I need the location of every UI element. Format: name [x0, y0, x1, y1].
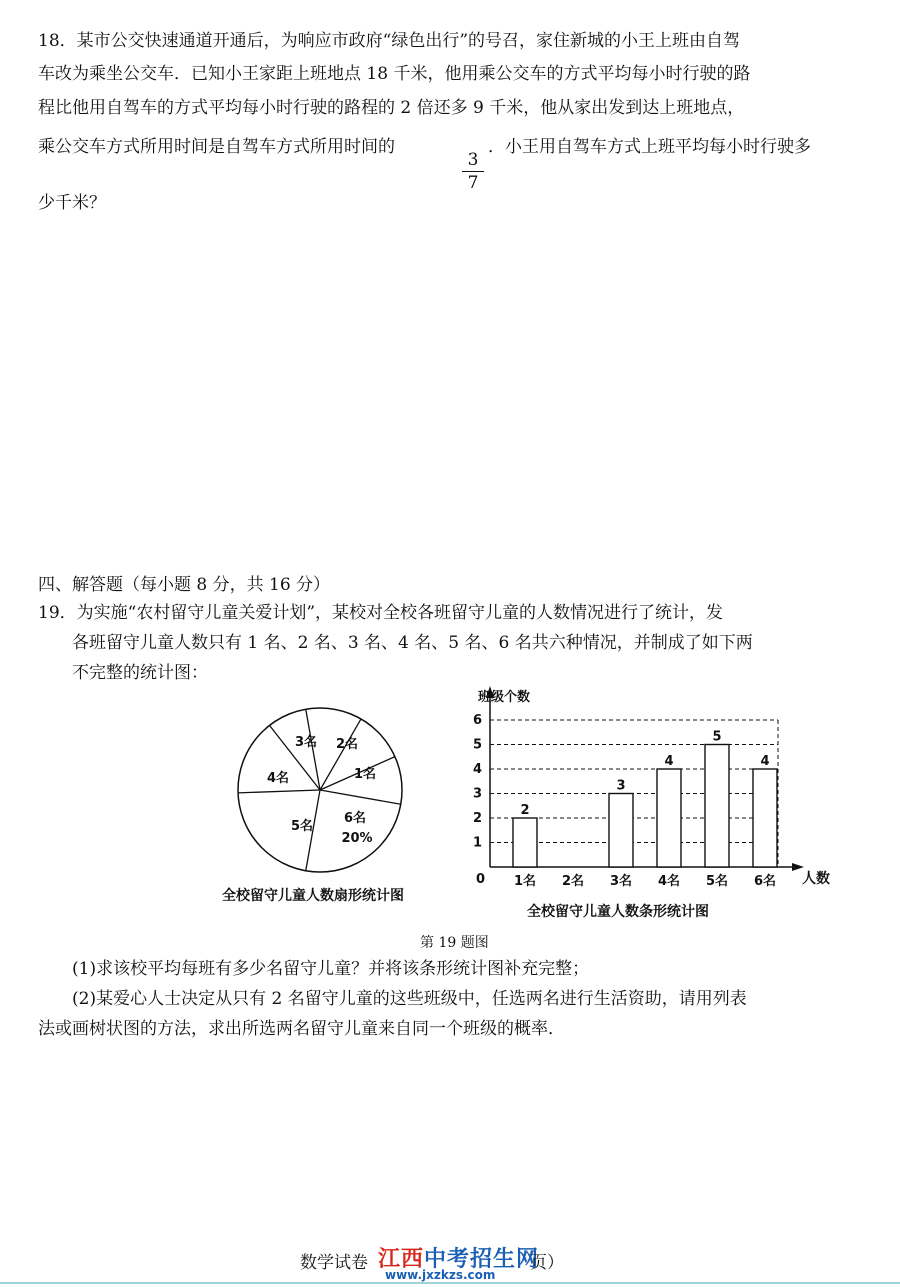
bar-6	[753, 769, 777, 867]
origin-label: 0	[476, 872, 486, 887]
pie-chart-title: 全校留守儿童人数扇形统计图	[222, 888, 404, 904]
q19-part-1: (1)求该校平均每班有多少名留守儿童？并将该条形统计图补充完整；	[72, 959, 590, 979]
x-tick-label-2: 2名	[561, 874, 585, 889]
bar-3	[609, 794, 633, 868]
x-axis-label: 人数	[802, 871, 830, 887]
bar-value-label-5: 5	[712, 729, 722, 745]
pie-slice-label-6: 6名	[343, 811, 367, 826]
pie-slice-label-4: 4名	[266, 771, 290, 786]
y-tick-label-2: 2	[472, 811, 482, 826]
bar-value-label-1: 2	[520, 803, 530, 818]
q18-line-1: 18．某市公交快速通道开通后，为响应市政府“绿色出行”的号召，家住新城的小王上班由自驾	[38, 31, 741, 51]
section-title: 四、解答题（每小题 8 分，共 16 分）	[38, 575, 331, 595]
x-tick-label-6: 6名	[753, 874, 777, 889]
q19-line-1: 19．为实施“农村留守儿童关爱计划”，某校对全校各班留守儿童的人数情况进行了统计，发	[38, 603, 724, 623]
y-tick-label-3: 3	[472, 786, 482, 802]
bar-1	[513, 818, 537, 867]
x-tick-label-5: 5名	[705, 874, 729, 889]
pie-slice-label-2: 2名	[335, 737, 359, 752]
q18-line-4-after: ．小王用自驾车方式上班平均每小时行驶多	[488, 137, 811, 157]
footer-page-end: 页）	[530, 1253, 564, 1273]
fraction-denominator: 7	[467, 173, 479, 193]
q19-line-3: 不完整的统计图：	[72, 663, 208, 683]
fraction-three-sevenths	[462, 150, 484, 193]
y-axis-label: 班级个数	[478, 690, 531, 705]
fraction-numerator: 3	[467, 150, 479, 170]
x-axis-arrow	[792, 863, 804, 871]
q19-part-2-line-2: 法或画树状图的方法，求出所选两名留守儿童来自同一个班级的概率．	[38, 1019, 565, 1039]
bar-5	[705, 745, 729, 868]
pie-divider-6	[238, 790, 320, 793]
bar-value-label-4: 4	[664, 754, 674, 769]
q18-line-4-before: 乘公交车方式所用时间是自驾车方式所用时间的	[38, 137, 395, 157]
bar-value-label-3: 3	[616, 778, 626, 794]
q18-line-2: 车改为乘坐公交车．已知小王家距上班地点 18 千米，他用乘公交车的方式平均每小时行驶的路	[38, 64, 751, 84]
bar-4	[657, 769, 681, 867]
q19-part-2-line-1: (2)某爱心人士决定从只有 2 名留守儿童的这些班级中，任选两名进行生活资助，请用列表	[72, 989, 747, 1009]
y-tick-label-4: 4	[472, 762, 482, 777]
watermark-url: www.jxzkzs.com	[385, 1268, 496, 1282]
pie-annotation: 20%	[341, 831, 373, 846]
y-tick-label-5: 5	[472, 737, 482, 753]
bar-value-label-6: 4	[760, 754, 770, 769]
x-tick-label-4: 4名	[657, 874, 681, 889]
pie-slice-label-1: 1名	[353, 767, 377, 782]
watermark-red-text: 江西	[378, 1247, 425, 1272]
y-tick-label-1: 1	[472, 835, 482, 851]
pie-divider-4	[320, 790, 401, 804]
x-tick-label-3: 3名	[609, 874, 633, 889]
y-tick-label-6: 6	[472, 713, 482, 728]
pie-slice-label-5: 5名	[290, 819, 314, 834]
q18-line-5: 少千米？	[38, 193, 106, 213]
q19-line-2: 各班留守儿童人数只有 1 名、2 名、3 名、4 名、5 名、6 名共六种情况，并制成了如下两	[72, 633, 753, 653]
figure-caption: 第 19 题图	[420, 935, 489, 951]
bar-chart	[460, 680, 840, 890]
bar-chart-title: 全校留守儿童人数条形统计图	[527, 904, 709, 920]
bottom-rule	[0, 1282, 900, 1284]
footer-label: 数学试卷	[300, 1253, 368, 1273]
watermark-blue-text: 中考招生网	[424, 1247, 540, 1272]
pie-chart	[230, 700, 440, 880]
pie-slice-label-3: 3名	[294, 735, 318, 750]
x-tick-label-1: 1名	[513, 874, 537, 889]
q18-line-3: 程比他用自驾车的方式平均每小时行驶的路程的 2 倍还多 9 千米，他从家出发到达上班地点，	[38, 98, 745, 118]
